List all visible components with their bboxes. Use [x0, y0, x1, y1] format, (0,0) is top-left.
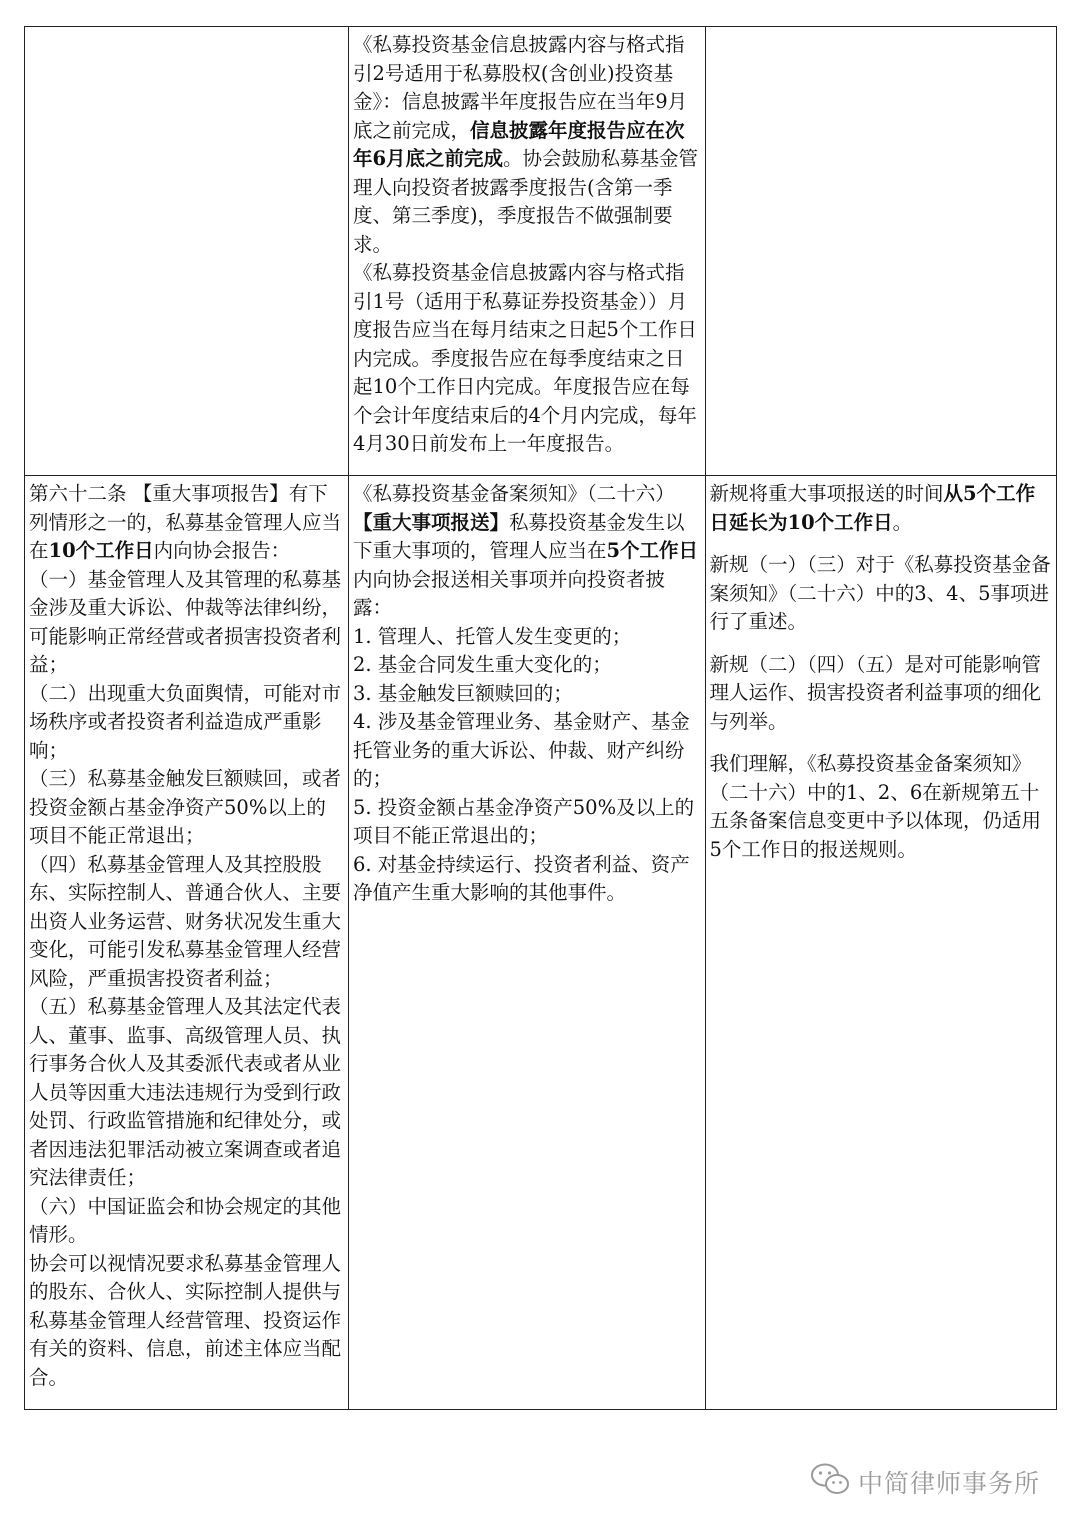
- bold-text: 信息披露年度报告应在次年6月底之前完成: [352, 118, 685, 170]
- text-span: 私募投资基金发生以下重大事项的，管理人应当在: [352, 510, 685, 562]
- text-span: 新规将重大事项报送的时间: [709, 482, 944, 505]
- article-62-item-5: （五）私募基金管理人及其法定代表人、董事、监事、高级管理人员、执行事务合伙人及其委派代表或者从业人员等因重大违法违规行为受到行政处罚、行政监管措施和纪律处分，或者因违法犯罪活动被立案调查或者追究法律责任；: [29, 995, 342, 1189]
- text-span: 。: [892, 510, 913, 534]
- disclosure-guideline-2-paragraph: [353, 31, 702, 259]
- bold-text: 10个工作日: [48, 539, 154, 562]
- row1-comment-cell: [705, 27, 1056, 476]
- comment-paragraph-3: 新规（二）（四）（五）是对可能影响管理人运作、损害投资者利益事项的细化与列举。: [709, 652, 1042, 733]
- text-span: 第六十二条 【重大事项报告】有下列情形之一的，私募基金管理人应当在: [29, 482, 342, 562]
- article-62-item-3: （三）私募基金触发巨额赎回，或者投资金额占基金净资产50%以上的项目不能正常退出；: [29, 767, 342, 847]
- filing-notice-item: 6. 对基金持续运行、投资者利益、资产净值产生重大影响的其他事件。: [352, 852, 690, 904]
- disclosure-guideline-1-paragraph: 《私募投资基金信息披露内容与格式指引1号（适用于私募证券投资基金））月度报告应当在每月结束之日起5个工作日内完成。季度报告应在每季度结束之日起10个工作日内完成。年度报告应在每个会计年度结束后的4个月内完成，每年4月30日前发布上一年度报告。: [352, 261, 697, 455]
- article-62-item-2: （二）出现重大负面舆情，可能对市场秩序或者投资者利益造成严重影响；: [29, 681, 342, 762]
- filing-notice-item: 1. 管理人、托管人发生变更的；: [352, 624, 632, 648]
- text-span: 《私募投资基金信息披露内容与格式指引2号适用于私募股权(含创业)投资基金》：信息披露半年度报告应在当年9月底之前完成，: [352, 33, 688, 142]
- row2-new-rule-cell: [25, 476, 349, 1410]
- watermark-text: 中简律师事务所: [858, 1469, 1041, 1498]
- comment-paragraph-2: 新规（一）（三）对于《私募投资基金备案须知》（二十六）中的3、4、5事项进行了重述。: [709, 553, 1051, 633]
- table-row: [25, 27, 1057, 476]
- filing-notice-item: 4. 涉及基金管理业务、基金财产、基金托管业务的重大诉讼、仲裁、财产纠纷的；: [352, 710, 690, 790]
- wechat-icon: [810, 1462, 850, 1502]
- bold-text: 【重大事项报送】: [352, 510, 509, 534]
- watermark: [810, 1462, 1040, 1502]
- filing-notice-26-intro: [353, 480, 702, 623]
- comment-paragraph-1: [710, 480, 1053, 537]
- table-row: [25, 476, 1057, 1410]
- filing-notice-item: 5. 投资金额占基金净资产50%及以上的项目不能正常退出的；: [352, 795, 695, 847]
- text-span: 内向协会报告：: [153, 539, 291, 562]
- row1-new-rule-cell: [25, 27, 349, 476]
- text-span: 内向协会报送相关事项并向投资者披露：: [352, 567, 665, 619]
- row2-old-rule-cell: [348, 476, 705, 1410]
- comment-paragraph-4: 我们理解，《私募投资基金备案须知》（二十六）中的1、2、6在新规第五十五条备案信息变更中予以体现，仍适用5个工作日的报送规则。: [709, 752, 1042, 861]
- article-62-item-1: （一）基金管理人及其管理的私募基金涉及重大诉讼、仲裁等法律纠纷，可能影响正常经营或者损害投资者利益；: [29, 567, 342, 676]
- bold-text: 从5个工作日延长为10个工作日: [709, 482, 1036, 534]
- row1-old-rule-cell: [348, 27, 705, 476]
- text-span: 。协会鼓励私募基金管理人向投资者披露季度报告(含第一季度、第三季度)，季度报告不做强制要求。: [352, 147, 699, 256]
- article-62-closing: 协会可以视情况要求私募基金管理人的股东、合伙人、实际控制人提供与私募基金管理人经营管理、投资运作有关的资料、信息，前述主体应当配合。: [29, 1251, 342, 1389]
- article-62-item-4: （四）私募基金管理人及其控股股东、实际控制人、普通合伙人、主要出资人业务运营、财务状况发生重大变化，可能引发私募基金管理人经营风险，严重损害投资者利益；: [29, 852, 342, 990]
- filing-notice-item: 2. 基金合同发生重大变化的；: [352, 653, 612, 676]
- row2-comment-cell: [705, 476, 1056, 1410]
- article-62-item-6: （六）中国证监会和协会规定的其他情形。: [29, 1194, 342, 1246]
- text-span: 《私募投资基金备案须知》（二十六）: [352, 482, 675, 505]
- bold-text: 5个工作日: [606, 539, 699, 562]
- article-62-intro: [29, 480, 345, 566]
- comparison-table: [24, 26, 1057, 1410]
- filing-notice-item: 3. 基金触发巨额赎回的；: [352, 681, 573, 705]
